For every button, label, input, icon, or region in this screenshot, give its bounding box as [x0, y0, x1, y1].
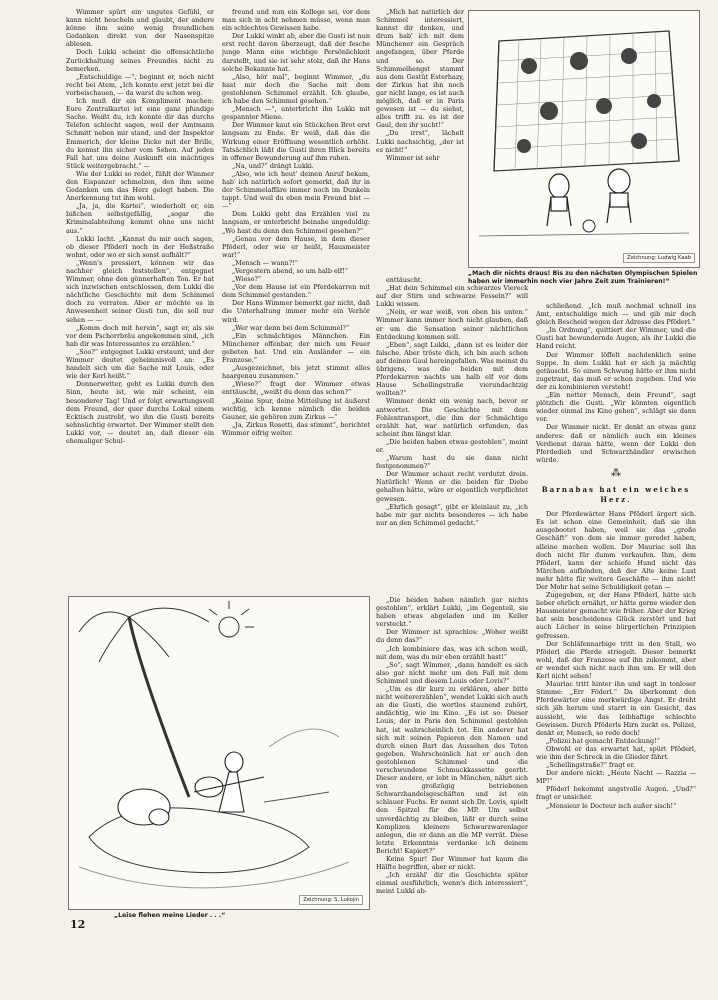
paragraph: „Ehrlich gesagt“, gibt er kleinlaut zu, „ich habe mir gar nichts besonderes — ich habe nur an den Schimmel gedacht.“: [376, 502, 528, 527]
paragraph: Der Wimmer schaut recht verdutzt drein. Natürlich! Wenn er die beiden für Diebe gehalten hätte, wäre er eigentlich verpflichtet gewesen.: [376, 470, 528, 503]
paragraph: „Um es dir kurz zu erklären, aber bitte nicht weitererzählen“, wendet Lukki sich auch an die Gusti, die wortlos staunend zuhört, andächtig, wie im Kino. „Es ist so: Dieser Louis, der in Paris den Schimmel gestohlen hat, ist wahrscheinlich tot. Ein anderer hat sich mit seinen Papieren den Namen und durch einen Bart das Aussehen des Toten gegeben. Wahrscheinlich hat er auch den gestohlenen Schimmel und die verschwundene Schmuckkassette geerbt. Dieser andere, er lebt in München, nährt sich von großzügig betriebenen Schwarzhandelsgeschäften und ist ein schlauer Fuchs. Er nennt sich Dr. Lovis, spielt den Spitzel für die MP. Um selbst unverdächtig zu bleiben, läßt er durch seine Komplizen kleinere Schwarzwarenlager anlegen, die er dann an die MP verrät. Diese letzte Erkenntnis verdanke ich deinem Bericht! Kapiert?“: [376, 685, 528, 855]
paragraph: „Wieso?“: [232, 275, 262, 284]
paragraph: „Mich hat natürlich der Schimmel interessiert, kannst dir denken, und drum hab' ich mit dem Münchener ein Gespräch angefangen, über Pferde und so. Der Schimmelhengst stammt aus dem Gestüt Esterhazy, der Zirkus hat ihn noch gar nicht lange, es ist auch möglich, daß er in Paris gewesen ist — du siehst, alles trifft zu. es ist der Gaul, den ihr sucht!“: [376, 8, 464, 130]
cartoon-goal-drawing: [469, 11, 699, 267]
paragraph: „Ausgezeichnet, bis jetzt stimmt alles haargenau zusammen.“: [222, 364, 370, 381]
paragraph: „Nein, er war weiß, von oben bis unten.“ Wimmer kann immer noch nicht glauben, daß er um die Sensation seiner nächtlichen Entdeckung kommen soll.: [376, 308, 528, 341]
illustration-credit: Zeichnung: S. Lukojin: [299, 895, 363, 905]
paragraph: Obwohl er das erwartet hat, spürt Pföderl, wie ihm der Schreck in die Glieder fährt.: [536, 744, 696, 761]
paragraph: „Entschuldige —“, beginnt er, noch nicht recht bei Atem, „Ich konnte erst jetzt bei dir vorbeischauen, — da warst du schon weg.: [66, 72, 214, 97]
paragraph: Der Pferdewärter Hans Pföderl ärgert sich. Es ist schon eine Gemeinheit, daß sie ihn ausgebootet haben, weil sie das „große Geschäft“ von dem sie immer geredet haben, alleine machen wollen. Der Mauriac soll ihn doch nicht für dumm verkaufen. Ihm, dem Pföderl, kann der schiefe Hund nicht das Märchen aufbinden, daß der Alte keine Lust mehr hätte für weitere Geschäfte — ihm nicht! Der Mohr hat seine Schuldigkeit getan —: [536, 510, 696, 591]
cartoon-caption: „Leise flehen meine Lieder . . .“: [114, 912, 226, 919]
paragraph: „In Ordnung“, quittiert der Wimmer, und die Gusti hat bewundernde Augen, als ihr Lukki die Hand reicht.: [536, 326, 696, 351]
paragraph: freund und nun ein Kollege sei, vor dem man sich in acht nehmen müsse, wenn man ein schlechtes Gewissen habe.: [222, 8, 370, 33]
ornament-divider: ⁂: [611, 467, 621, 479]
paragraph: „Eben“, sagt Lukki, „dann ist es leider der falsche. Aber tröste dich, ich bin auch schon auf deinen Gaul hereingefallen. Was meinst du übrigens, was die beiden mit dem Pferdekarren nachts um halb elf vor dem Hause Schellingstraße vierundachtzig wollten?“: [376, 340, 528, 398]
paragraph: „Vergestern abend, so um halb elf!“: [232, 267, 348, 275]
paragraph: „Also, wie ich heut' deinen Anruf bekam, hab' ich natürlich sofort gemerkt, daß ihr in der Schimmelaffäre immer noch im Dunkeln tappt. Und weil du eben mein Freund bist — —“: [222, 169, 370, 211]
paragraph: „Die beiden haben nämlich gar nichts gestohlen“, erklärt Lukki, „im Gegenteil, sie haben etwas abgeladen und im Keller versteckt.“: [376, 596, 528, 629]
paragraph: Dem Lukki geht das Erzählen viel zu langsam, er unterbricht beinahe ungeduldig: „Wo hast du denn den Schimmel gesehen?“: [222, 210, 370, 235]
paragraph: „Vor dem Hause ist ein Pferdekarren mit dem Schimmel gestanden.“: [222, 283, 370, 300]
paragraph: Wie der Lukki so redet, fühlt der Wimmer den Eispanzer schmelzen, den ihm seine Gedanken um das Herz gelegt haben. Die Anerkennung tut ihm wohl.: [66, 169, 214, 203]
paragraph: „Ich kombiniere das, was ich schon weiß, mit dem, was du mir eben erzählt hast!“: [376, 644, 528, 661]
paragraph: „Ein schmächtiges Männchen. Ein Münchener offenbar, der mich um Feuer gebeten hat. Und ein Ausländer — ein Franzose.“: [222, 331, 370, 365]
paragraph: „Also, hör mal“, beginnt Wimmer, „du hast mir doch die Sache mit dem gestohlenen Schimmel erzählt. Ich glaube, ich habe den Schimmel gesehen.“: [222, 72, 370, 106]
paragraph: „Polizei hat gemacht Entdeckung!“: [546, 736, 660, 745]
page-number: 12: [70, 918, 86, 931]
paragraph: Wimmer spürt ein ungutes Gefühl, er kann nicht heucheln und glaubt, der andere könne ihm seine wenig freundlichen Gedanken direkt von der Nasenspitze ablesen.: [66, 8, 214, 49]
paragraph: „Ein netter Mensch, dein Freund“, sagt plötzlich die Gusti. „Wir könnten eigentlich wieder einmal ins Kino gehen“, schlägt sie dann vor.: [536, 391, 696, 424]
paragraph: Der Schläfennarbige tritt in den Stall, wo Pföderl die Pferde striegelt. Dieser bemerkt wohl, daß der Franzose auf ihn zukommt, aber er wendet sich nicht nach ihm um. Er will den Kerl nicht sehen!: [536, 639, 696, 681]
cartoon-caption: „Mach dir nichts draus! Bis zu den nächsten Olympischen Spielen haben wir immerhin noch vier Jahre Zeit zum Trainieren!“: [468, 270, 698, 285]
paragraph: „Na, und?“ drängt Lukki.: [232, 161, 314, 170]
paragraph: „Mensch —“, unterbricht ihn Lukki mit gespannter Miene.: [222, 105, 370, 122]
paragraph: „Die beiden haben etwas gestohlen“, meint er.: [376, 437, 528, 454]
paragraph: „Genau vor dem Hause, in dem dieser Pföderl, oder wie er heißt, Hausmeister war!“: [222, 234, 370, 259]
paragraph: Der Lukki winkt ab, aber die Gusti ist nun erst recht davon überzeugt, daß der fesche junge Mann eine wichtige Persönlichkeit darstellt, und sie ist sehr stolz, daß ihr Hans solche Bekannte hat.: [222, 32, 370, 73]
section-title: Barnabas hat ein weiches: [541, 484, 691, 494]
paragraph: „Schellingstraße?“ fragt er.: [546, 761, 636, 770]
cartoon-island-drawing: [69, 597, 369, 909]
article-column-3-middle: [376, 276, 528, 596]
paragraph: „Soo?“ entgegnet Lukki erstaunt, und der Wimmer deutet geheimnisvoll an: „Es handelt sich um die Sache mit Louis, oder wie der Kerl heißt.“: [66, 347, 214, 381]
paragraph: Wimmer denkt ein wenig nach, bevor er antwortet. Die Geschichte mit dem Fohlentransport, die ihm der Schmächtige erzählt hat, war natürlich erfunden, das scheint ihm längst klar.: [376, 397, 528, 438]
paragraph: „Warum hast du sie dann nicht festgenommen?“: [376, 454, 528, 471]
paragraph: „Komm doch mit herein“, sagt er, als sie vor dem Pschorrbräu angekommen sind, „ich hab dir was Interessantes zu erzählen.“: [66, 323, 214, 348]
paragraph: Der Wimmer löffelt nachdenklich seine Suppe. In dem Lukki hat er sich ja mächtig getäuscht. So einen Schwung hätte er ihm nicht zugetraut, das muß er schon zugeben. Und wie der zu kombinieren versteht!: [536, 350, 696, 391]
paragraph: „Keine Spur, deine Mitteilung ist äußerst wichtig, ich kenne nämlich die beiden Gauner, sie gehören zum Zirkus —“: [222, 396, 370, 421]
paragraph: schließend. „Ich muß nochmal schnell ins Amt, entschuldige mich — und gib mir doch gleich Bescheid wegen der Adresse des Pföderl.“: [536, 302, 696, 327]
section-subtitle: Herz.: [600, 495, 632, 505]
paragraph: „Ja, Zirkus Rosetti, das stimmt“, berichtet Wimmer eifrig weiter.: [222, 420, 370, 437]
paragraph: Donnerwetter, geht es Lukki durch den Sinn, heute ist, wie mir scheint, ein besonderer Tag! Und er folgt erwartungsvoll dem Freund, der quer durchs Lokal einem Ecktisch zustrebt, wo ihn die Gusti bereits sehnsüchtig erwartet. Der Wimmer stellt den Lukki vor, — deutet an, daß dieser ein ehemaliger Schul-: [66, 380, 214, 445]
cartoon-goalkeeper-illustration: [468, 10, 700, 268]
paragraph: „Hat dein Schimmel ein schwarzes Viereck auf der Stirn und schwarze Fesseln?“ will Lukki wissen.: [376, 284, 528, 309]
paragraph: „Wieso?“ fragt der Wimmer etwas enttäuscht, „weißt du denn das schon?“: [222, 380, 370, 397]
paragraph: „Wenn's pressiert, können wir das nachher gleich feststellen“, entgegnet Wimmer, ohne den gönnerhaften Ton. Er hat sich inzwischen entschlossen, dem Lukki die nächtliche Geschichte mit dem Schimmel doch zu verraten. Aber er möchte es in Anwesenheit seiner Gusti tun, die soll nur sehen — —: [66, 258, 214, 324]
paragraph: Lukki lacht. „Kannst du mir auch sagen, ob dieser Pföderl noch in der Heßstraße wohnt, oder wo er sich sonst aufhält?“: [66, 234, 214, 259]
article-column-4: [536, 302, 696, 970]
paragraph: Wimmer ist sehr: [386, 153, 440, 162]
article-column-2: [222, 8, 370, 590]
paragraph: „Mensch — wann?!“: [232, 258, 298, 267]
article-column-3-top: [376, 8, 464, 276]
paragraph: Keine Spur! Der Wimmer hat kaum die Hälfte begriffen, aber er nickt.: [376, 855, 528, 872]
paragraph: enttäuscht.: [386, 276, 423, 284]
paragraph: Zugegeben, er, der Hans Pföderl, hätte sich lieber ehrlich ernährt, er hätte gerne wieder den Hausmeister gemacht wie früher. Aber der Krieg hat sein bescheidenes Glück zerstört und hat auch Löcher in seine bürgerlichen Prinzipien gefressen.: [536, 591, 696, 640]
paragraph: „Monsieur le Docteur isch außer sisch!“: [546, 801, 677, 810]
cartoon-island-illustration: [68, 596, 370, 910]
paragraph: „Ja, ja, die Kartei“, wiederholt er, ein bißchen selbstgefällig, „sogar die Kriminalabteilung kommt ohne uns nicht aus.“: [66, 202, 214, 235]
column-4-paragraphs: [536, 302, 696, 464]
paragraph: Der Wimmer kaut ein Stückchen Brot erst langsam zu Ende. Er weiß, daß das die Wirkung einer Eröffnung wesentlich erhöht. Tatsächlich läßt die Gusti ihren Blick bereits in offener Bewunderung auf ihm ruhen.: [222, 121, 370, 162]
article-column-1: [66, 8, 214, 590]
paragraph: Mauriac tritt hinter ihn und sagt in tonloser Stimme: „Err Föderl.“ Da überkommt den Pferdewärter eine merkwürdige Angst. Er dreht sich jäh herum und starrt in ein Gesicht, das aussieht, wie das leibhaftige schlechte Gewissen. Durch Pföderls Hirn zuckt es. Polizei, denkt er, Mensch, so rede doch!: [536, 680, 696, 737]
paragraph: Ich muß dir ein Kompliment machen: Eure Zentralkartei ist eine ganz pfundige Sache. Weißt du, ich konnte dir das durchs Telefon schlecht sagen, weil der Amtmann Schmitt neben mir stand, und der Inspektor Emmerich, der kleine Dicke mit der Brille, du kennst ihn sicher vom Sehen. Auf jeden Fall hat uns deine Auskunft ein mächtiges Stück weitergebracht.“ —: [66, 97, 214, 170]
illustration-credit: Zeichnung: Ludwig Kaab: [623, 253, 695, 263]
paragraph: „Ich erzähl' dir die Geschichte später einmal ausführlich, wenn's dich interessiert“, meint Lukki ab-: [376, 871, 528, 896]
paragraph: Doch Lukki scheint die offensichtliche Zurückhaltung seines Freundes nicht zu bemerken.: [66, 48, 214, 73]
paragraph: „So“, sagt Wimmer, „dann handelt es sich also gar nicht mehr um den Fall mit dem Schimmel und diesem Louis oder Lovis?“: [376, 660, 528, 685]
paragraph: Der andere nickt: „Heute Nacht — Razzia — MP!“: [536, 769, 696, 786]
paragraph: Der Hans Wimmer bemerkt gar nicht, daß die Unterhaltung immer mehr ein Verhör wird.: [222, 299, 370, 324]
paragraph: Pföderl bekommt angstvolle Augen. „Und?“ fragt er unsicher.: [536, 785, 696, 802]
paragraph: Der Wimmer nickt. Er denkt an etwas ganz anderes: daß er nämlich auch ein kleines Verdienst daran hätte, wenn der Lukki den Pferdedieb und Schwarzhändler erwischen würde.: [536, 423, 696, 464]
column-4-section-paragraphs: [536, 510, 696, 809]
paragraph: „Wer war denn bei dem Schimmel?“: [232, 323, 350, 332]
paragraph: Der Wimmer ist sprachlos: „Woher weißt du denn das?“: [376, 628, 528, 645]
paragraph: „Du irrst“, lächelt Lukki nachsichtig, „der ist es nicht!“: [376, 129, 464, 154]
article-column-3-bottom: [376, 596, 528, 970]
